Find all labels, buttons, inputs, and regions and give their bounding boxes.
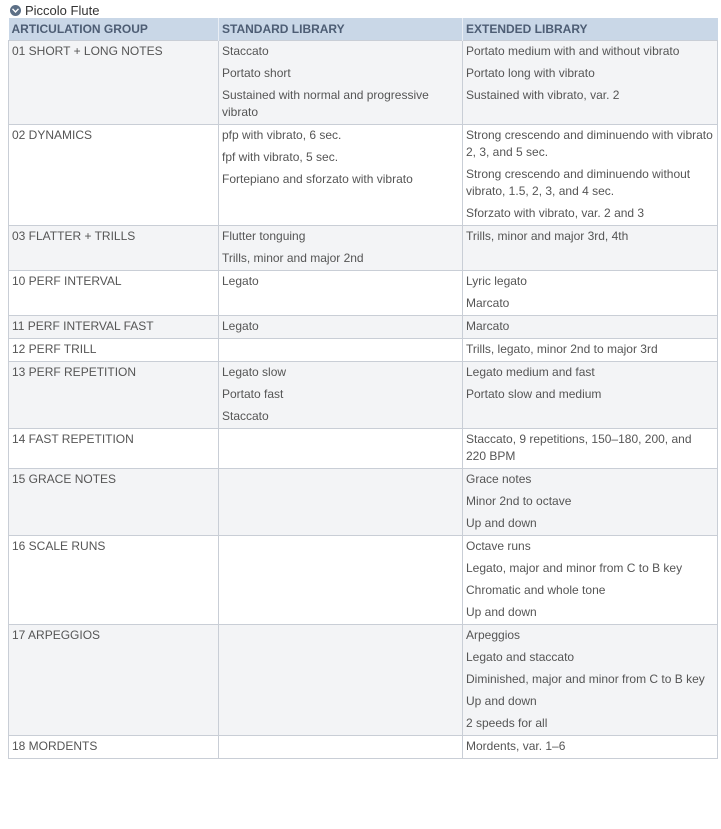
standard-articulation-item: Flutter tonguing: [222, 229, 306, 243]
table-header-row: [9, 18, 718, 41]
standard-library-cell: [219, 226, 463, 271]
standard-articulation-item: fpf with vibrato, 5 sec.: [222, 150, 339, 164]
table-row: [9, 429, 718, 469]
standard-library-cell: [219, 339, 463, 362]
standard-articulation-item: Fortepiano and sforzato with vibrato: [222, 172, 413, 186]
standard-articulation-item: Trills, minor and major 2nd: [222, 251, 364, 265]
articulation-group-cell: 03 FLATTER + TRILLS: [9, 226, 219, 271]
chevron-down-icon[interactable]: [10, 5, 21, 16]
extended-library-cell: [463, 271, 718, 316]
standard-library-cell: [219, 429, 463, 469]
panel-title: Piccolo Flute: [25, 2, 100, 18]
articulation-group-cell: 11 PERF INTERVAL FAST: [9, 316, 219, 339]
extended-articulation-item: Sustained with vibrato, var. 2: [466, 88, 620, 102]
extended-articulation-item: Octave runs: [466, 539, 531, 553]
table-row: [9, 226, 718, 271]
articulation-group-cell: 12 PERF TRILL: [9, 339, 219, 362]
extended-articulation-item: Trills, minor and major 3rd, 4th: [466, 229, 629, 243]
extended-articulation-item: Legato medium and fast: [466, 365, 595, 379]
table-row: [9, 271, 718, 316]
articulation-group-cell: 02 DYNAMICS: [9, 125, 219, 226]
standard-library-cell: [219, 362, 463, 429]
table-row: [9, 736, 718, 759]
standard-articulation-item: Legato: [222, 274, 259, 288]
standard-library-cell: [219, 316, 463, 339]
standard-articulation-item: Legato: [222, 319, 259, 333]
standard-articulation-item: Sustained with normal and progressive vibrato: [222, 88, 429, 119]
table-row: [9, 339, 718, 362]
standard-library-cell: [219, 271, 463, 316]
standard-articulation-item: Staccato: [222, 409, 269, 423]
extended-library-cell: [463, 362, 718, 429]
table-body: [9, 41, 718, 759]
extended-articulation-item: Marcato: [466, 319, 510, 333]
extended-articulation-item: Lyric legato: [466, 274, 527, 288]
articulation-table: [8, 18, 718, 759]
extended-articulation-item: Sforzato with vibrato, var. 2 and 3: [466, 206, 645, 220]
standard-articulation-item: Legato slow: [222, 365, 287, 379]
articulation-group-cell: 01 SHORT + LONG NOTES: [9, 41, 219, 125]
articulation-group-cell: 10 PERF INTERVAL: [9, 271, 219, 316]
extended-articulation-item: Legato and staccato: [466, 650, 575, 664]
articulation-group-cell: 15 GRACE NOTES: [9, 469, 219, 536]
extended-articulation-item: Minor 2nd to octave: [466, 494, 572, 508]
table-row: [9, 41, 718, 125]
articulation-group-cell: 13 PERF REPETITION: [9, 362, 219, 429]
extended-library-cell: [463, 339, 718, 362]
standard-articulation-item: Staccato: [222, 44, 269, 58]
extended-articulation-item: Legato, major and minor from C to B key: [466, 561, 683, 575]
extended-articulation-item: Portato long with vibrato: [466, 66, 595, 80]
panel-header[interactable]: [8, 2, 717, 18]
standard-articulation-item: Portato short: [222, 66, 291, 80]
extended-library-cell: [463, 226, 718, 271]
extended-library-cell: [463, 429, 718, 469]
extended-articulation-item: Arpeggios: [466, 628, 521, 642]
extended-articulation-item: Chromatic and whole tone: [466, 583, 606, 597]
standard-articulation-item: pfp with vibrato, 6 sec.: [222, 128, 342, 142]
extended-articulation-item: Mordents, var. 1–6: [466, 739, 566, 753]
column-header-extended-library: EXTENDED LIBRARY: [463, 18, 718, 41]
standard-library-cell: [219, 536, 463, 625]
table-row: [9, 625, 718, 736]
extended-articulation-item: Marcato: [466, 296, 510, 310]
extended-library-cell: [463, 41, 718, 125]
extended-library-cell: [463, 125, 718, 226]
extended-articulation-item: Strong crescendo and diminuendo without vibrato, 1.5, 2, 3, and 4 sec.: [466, 167, 691, 198]
extended-articulation-item: 2 speeds for all: [466, 716, 548, 730]
articulation-group-cell: 18 MORDENTS: [9, 736, 219, 759]
extended-articulation-item: Up and down: [466, 516, 537, 530]
standard-library-cell: [219, 469, 463, 536]
column-header-standard-library: STANDARD LIBRARY: [219, 18, 463, 41]
extended-articulation-item: Portato slow and medium: [466, 387, 602, 401]
extended-articulation-item: Strong crescendo and diminuendo with vibrato 2, 3, and 5 sec.: [466, 128, 713, 159]
extended-articulation-item: Grace notes: [466, 472, 532, 486]
table-row: [9, 536, 718, 625]
standard-articulation-item: Portato fast: [222, 387, 284, 401]
extended-articulation-item: Portato medium with and without vibrato: [466, 44, 680, 58]
extended-articulation-item: Up and down: [466, 605, 537, 619]
extended-articulation-item: Staccato, 9 repetitions, 150–180, 200, and 220 BPM: [466, 432, 692, 463]
table-row: [9, 362, 718, 429]
standard-library-cell: [219, 625, 463, 736]
extended-articulation-item: Up and down: [466, 694, 537, 708]
articulation-group-cell: 14 FAST REPETITION: [9, 429, 219, 469]
table-row: [9, 125, 718, 226]
table-row: [9, 469, 718, 536]
standard-library-cell: [219, 736, 463, 759]
extended-articulation-item: Diminished, major and minor from C to B key: [466, 672, 705, 686]
standard-library-cell: [219, 125, 463, 226]
articulation-group-cell: 17 ARPEGGIOS: [9, 625, 219, 736]
extended-articulation-item: Trills, legato, minor 2nd to major 3rd: [466, 342, 658, 356]
articulation-group-cell: 16 SCALE RUNS: [9, 536, 219, 625]
extended-library-cell: [463, 536, 718, 625]
standard-library-cell: [219, 41, 463, 125]
extended-library-cell: [463, 625, 718, 736]
extended-library-cell: [463, 736, 718, 759]
extended-library-cell: [463, 316, 718, 339]
table-row: [9, 316, 718, 339]
extended-library-cell: [463, 469, 718, 536]
column-header-articulation-group: ARTICULATION GROUP: [9, 18, 219, 41]
